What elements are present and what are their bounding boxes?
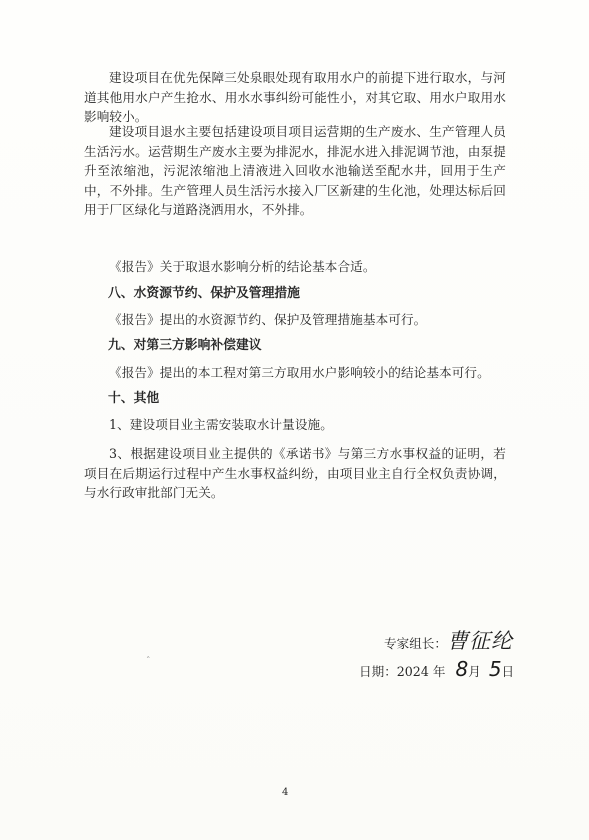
section-9-text: 《报告》提出的本工程对第三方取用水户影响较小的结论基本可行。 [109, 365, 490, 380]
date-day: 5 [488, 657, 502, 681]
section-10-item-1: 1、建设项目业主需安装取水计量设施。 [109, 417, 333, 432]
section-8-text: 《报告》提出的水资源节约、保护及管理措施基本可行。 [109, 312, 427, 327]
paragraph-wastewater-discharge: 建设项目退水主要包括建设项目项目运营期的生产废水、生产管理人员生活污水。运营期生产废水主要为排泥水，排泥水进入排泥调节池，由泵提升至浓缩池，污泥浓缩池上清液进入回收水池输送至配水井，回用于生产中，不外排。生产管理人员生活污水接入厂区新建的生化池，处理达标后回用于厂区绿化与道路浇洒用水，不外排。 [84, 124, 506, 218]
paragraph-discharge-conclusion: 《报告》关于取退水影响分析的结论基本合适。 [109, 259, 376, 274]
signature-date [359, 657, 515, 681]
handwritten-signature: 曹征纶 [446, 629, 513, 653]
section-8-heading: 八、水资源节约、保护及管理措施 [108, 286, 300, 301]
scan-mark: ˆ [146, 657, 151, 667]
section-9-heading: 九、对第三方影响补偿建议 [108, 338, 262, 353]
date-label: 日期： [359, 664, 397, 679]
paragraph-water-intake-impact: 建设项目在优先保障三处泉眼处现有取用水户的前提下进行取水，与河道其他用水户产生抢水、用水水事纠纷可能性小，对其它取、用水户取用水影响较小。 [84, 70, 506, 125]
section-10-item-3: 3、根据建设项目业主提供的《承诺书》与第三方水事权益的证明，若项目在后期运行过程中产生水事权益纠纷，由项目业主自行全权负责协调，与水行政审批部门无关。 [84, 446, 506, 501]
page-number: 4 [282, 787, 289, 798]
date-year-unit: 年 [432, 664, 446, 679]
expert-leader-signature [384, 629, 513, 653]
expert-leader-label: 专家组长： [384, 636, 447, 651]
date-year: 2024 [396, 664, 429, 679]
section-10-heading: 十、其他 [108, 391, 160, 406]
date-day-unit: 日 [501, 664, 515, 679]
date-month-unit: 月 [468, 664, 481, 679]
date-month: 8 [455, 657, 469, 681]
